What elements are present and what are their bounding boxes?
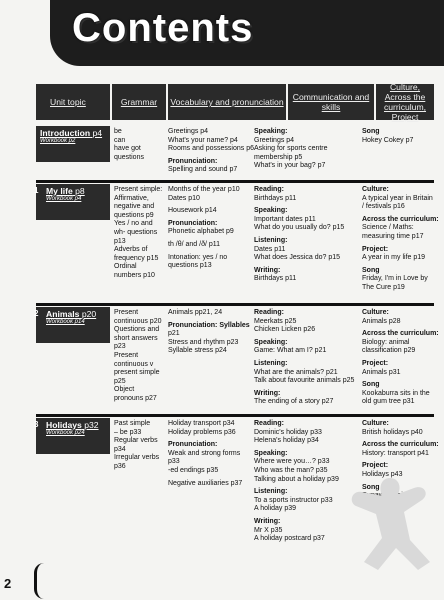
communication-cell-line: A holiday postcard p37 xyxy=(254,535,325,543)
culture-cell-heading: Project: xyxy=(362,462,389,470)
grammar-line: wh- questions xyxy=(114,228,158,236)
vocabulary-cell-line: Negative auxiliaries p37 xyxy=(168,479,243,487)
culture-cell-line: Science / Maths: xyxy=(362,224,414,232)
grammar-line: Present xyxy=(114,309,139,316)
vocabulary-cell-line: Holiday problems p36 xyxy=(168,428,236,436)
grammar-line: p23 xyxy=(114,343,126,351)
vocabulary-cell-heading: Pronunciation: xyxy=(168,157,218,165)
communication-cell xyxy=(254,128,340,175)
unit-number: 3 xyxy=(34,420,39,429)
grammar-line: Present xyxy=(114,351,139,359)
communication-cell-block xyxy=(254,237,340,263)
communication-cell-line: What does Jessica do? p15 xyxy=(254,254,340,262)
communication-cell xyxy=(254,186,345,288)
culture-cell-line: A year in my life p19 xyxy=(362,254,426,262)
unit-page: p20 xyxy=(81,309,97,319)
unit-name-text: Introduction xyxy=(40,128,91,138)
communication-cell-line: Dates p11 xyxy=(254,245,286,253)
communication-cell-line: Talk about favourite animals p25 xyxy=(254,377,355,385)
communication-cell-block xyxy=(254,488,340,514)
unit-title xyxy=(46,420,106,430)
vocabulary-cell-heading: Pronunciation: xyxy=(168,441,218,449)
communication-cell-block xyxy=(254,267,340,284)
communication-cell-heading: Writing: xyxy=(254,389,281,397)
grammar-line: Past simple xyxy=(114,420,151,427)
culture-cell-heading: Project: xyxy=(362,359,389,367)
communication-cell-line: The ending of a story p27 xyxy=(254,398,334,406)
culture-cell-block xyxy=(362,330,442,356)
unit-label xyxy=(36,307,110,343)
communication-cell-block xyxy=(254,128,340,171)
culture-cell-line: Hokey Cokey p7 xyxy=(362,136,414,144)
unit-workbook: Workbook p24 xyxy=(46,430,85,436)
header-culture: Culture, Across the curriculum, Project xyxy=(376,84,434,120)
communication-cell-heading: Reading: xyxy=(254,309,284,316)
culture-cell xyxy=(362,309,442,411)
unit-name-text: Holidays xyxy=(46,420,82,430)
communication-cell-heading: Listening: xyxy=(254,236,288,244)
communication-cell-line: Mr X p35 xyxy=(254,526,283,534)
communication-cell-block xyxy=(254,420,340,446)
grammar-line: short answers xyxy=(114,334,158,342)
vocabulary-cell-line: Syllable stress p24 xyxy=(168,347,227,355)
grammar-line: p25 xyxy=(114,377,126,385)
grammar-line: have got xyxy=(114,145,141,153)
grammar-line: questions xyxy=(114,153,144,161)
grammar-line: continuous v xyxy=(114,360,154,368)
communication-cell-line: What do you usually do? p15 xyxy=(254,224,345,232)
table-header xyxy=(36,84,434,120)
culture-cell-line: classification p29 xyxy=(362,347,416,355)
unit-label xyxy=(36,126,110,162)
unit-page: p8 xyxy=(75,186,85,196)
page-bracket xyxy=(34,563,45,599)
communication-cell-line: Who was the man? p35 xyxy=(254,466,328,474)
vocabulary-cell-line: p33 xyxy=(168,458,180,466)
communication-cell-line: Birthdays p11 xyxy=(254,275,297,283)
culture-cell-block xyxy=(362,441,442,458)
unit-name-text: Animals xyxy=(46,309,80,319)
communication-cell-line: Important dates p11 xyxy=(254,215,316,223)
grammar-cell xyxy=(114,420,166,472)
unit-workbook: Workbook p4 xyxy=(46,196,82,202)
communication-cell-line: Asking for sports centre xyxy=(254,145,328,153)
culture-cell-block xyxy=(362,360,442,377)
vocabulary-cell-line: Weak and strong forms xyxy=(168,449,241,457)
vocabulary-cell-line: Intonation: yes / no xyxy=(168,253,228,261)
culture-cell-line: Animals p31 xyxy=(362,368,401,376)
grammar-line: frequency p15 xyxy=(114,254,159,262)
culture-cell-line: The Cure p19 xyxy=(362,283,405,291)
communication-cell-line: Game: What am I? p21 xyxy=(254,347,327,355)
communication-cell-block xyxy=(254,390,340,407)
communication-cell-line: Meerkats p25 xyxy=(254,317,297,325)
unit-number: 1 xyxy=(34,186,39,195)
culture-cell-line: Biology: animal xyxy=(362,338,410,346)
culture-cell-block xyxy=(362,186,442,212)
vocabulary-cell-line: Phonetic alphabet p9 xyxy=(168,228,234,236)
communication-cell-line: membership p5 xyxy=(254,153,303,161)
communication-cell-line: What are the animals? p21 xyxy=(254,368,338,376)
grammar-line: present simple xyxy=(114,369,160,377)
culture-cell-heading: Song xyxy=(362,128,380,135)
culture-cell-line: Animals p28 xyxy=(362,317,401,325)
communication-cell-heading: Writing: xyxy=(254,266,281,274)
communication-cell-block xyxy=(254,450,340,484)
grammar-cell xyxy=(114,128,166,162)
unit-workbook: Workbook p2 xyxy=(40,138,76,144)
grammar-line: can xyxy=(114,136,126,144)
culture-cell-heading: Project: xyxy=(362,245,389,253)
culture-cell-block xyxy=(362,420,442,437)
unit-label xyxy=(36,184,110,220)
vocabulary-cell-line: What's your name? p4 xyxy=(168,136,238,144)
vocabulary-cell-line: th /θ/ and /ð/ p11 xyxy=(168,240,221,248)
communication-cell xyxy=(254,420,340,548)
vocabulary-cell-line: -ed endings p35 xyxy=(168,466,219,474)
vocabulary-cell-line: Rooms and possessions p6 xyxy=(168,145,254,153)
grammar-line: Irregular verbs xyxy=(114,454,160,462)
grammar-line: p34 xyxy=(114,445,126,453)
grammar-cell xyxy=(114,186,166,281)
culture-cell-block xyxy=(362,381,442,407)
grammar-line: Adverbs of xyxy=(114,246,148,254)
culture-cell-heading: Song xyxy=(362,266,380,274)
vocabulary-cell-line: Housework p14 xyxy=(168,207,217,215)
communication-cell-block xyxy=(254,518,340,544)
unit-title xyxy=(46,309,106,319)
grammar-line: Ordinal xyxy=(114,263,137,271)
grammar-line: pronouns p27 xyxy=(114,394,157,402)
grammar-line: p13 xyxy=(114,237,126,245)
header-grammar: Grammar xyxy=(112,84,166,120)
culture-cell-line: History: transport p41 xyxy=(362,449,429,457)
culture-cell xyxy=(362,128,442,149)
row-divider xyxy=(36,414,434,417)
unit-name-text: My life xyxy=(46,186,73,196)
row-divider xyxy=(36,303,434,306)
vocabulary-cell-line: Greetings p4 xyxy=(168,128,209,135)
communication-cell-block xyxy=(254,309,340,335)
culture-cell-line: Kookaburra sits in the xyxy=(362,389,430,397)
culture-cell-line: British holidays p40 xyxy=(362,428,423,436)
culture-cell-line: A typical year in Britain xyxy=(362,194,433,202)
communication-cell-line: What's in your bag? p7 xyxy=(254,162,326,170)
page-title: Contents xyxy=(72,6,254,50)
culture-cell-heading: Across the curriculum: xyxy=(362,215,439,223)
communication-cell-heading: Speaking: xyxy=(254,338,288,346)
communication-cell-line: Where were you…? p33 xyxy=(254,458,330,466)
culture-cell-heading: Song xyxy=(362,381,380,389)
unit-title xyxy=(46,186,106,196)
figure-watermark xyxy=(340,470,440,580)
communication-cell-heading: Reading: xyxy=(254,420,284,427)
vocabulary-cell-heading: Pronunciation: xyxy=(168,219,218,227)
culture-cell-heading: Culture: xyxy=(362,309,389,316)
grammar-line: Questions and xyxy=(114,326,160,334)
grammar-line: numbers p10 xyxy=(114,271,155,279)
unit-label xyxy=(36,418,110,454)
culture-cell-block xyxy=(362,267,442,293)
header-unit-topic: Unit topic xyxy=(36,84,110,120)
unit-number: 2 xyxy=(34,309,39,318)
culture-cell-line: measuring time p17 xyxy=(362,232,424,240)
grammar-line: be xyxy=(114,128,122,135)
communication-cell-line: To a sports instructor p33 xyxy=(254,496,333,504)
vocabulary-cell-line: Months of the year p10 xyxy=(168,186,240,193)
communication-cell-heading: Listening: xyxy=(254,359,288,367)
communication-cell-block xyxy=(254,207,345,233)
unit-page: p32 xyxy=(84,420,99,430)
grammar-line: questions p9 xyxy=(114,211,154,219)
vocabulary-cell-heading: Pronunciation: Syllables xyxy=(168,321,250,329)
grammar-line: Present simple: xyxy=(114,186,163,193)
vocabulary-cell-line: p21 xyxy=(168,330,180,338)
communication-cell xyxy=(254,309,355,411)
communication-cell-heading: Speaking: xyxy=(254,207,288,215)
row-divider xyxy=(36,180,434,183)
communication-cell-line: Birthdays p11 xyxy=(254,194,297,202)
culture-cell-line: / festivals p16 xyxy=(362,203,405,211)
culture-cell-heading: Song xyxy=(362,483,380,491)
page-number: 2 xyxy=(4,576,12,591)
grammar-line: continuous p20 xyxy=(114,317,162,325)
vocabulary-cell-line: questions p13 xyxy=(168,262,212,270)
grammar-line: p36 xyxy=(114,462,126,470)
vocabulary-cell-line: Holiday transport p34 xyxy=(168,420,235,427)
communication-cell-line: Greetings p4 xyxy=(254,136,295,144)
culture-cell xyxy=(362,186,442,297)
grammar-line: Object xyxy=(114,386,135,394)
communication-cell-block xyxy=(254,359,355,386)
unit-page: p4 xyxy=(92,128,103,138)
communication-cell-block xyxy=(254,339,340,356)
communication-cell-heading: Speaking: xyxy=(254,449,288,457)
grammar-cell xyxy=(114,309,166,404)
culture-cell-heading: Across the curriculum: xyxy=(362,441,439,449)
communication-cell-line: Dominic's holiday p33 xyxy=(254,428,322,436)
communication-cell-heading: Writing: xyxy=(254,517,281,525)
culture-cell-heading: Culture: xyxy=(362,420,389,427)
vocabulary-cell-line: Stress and rhythm p23 xyxy=(168,338,239,346)
communication-cell-line: Helena's holiday p34 xyxy=(254,437,319,445)
communication-cell-heading: Reading: xyxy=(254,186,284,193)
grammar-line: Yes / no and xyxy=(114,220,153,228)
culture-cell-block xyxy=(362,128,442,145)
vocabulary-cell-line: Spelling and sound p7 xyxy=(168,166,238,174)
vocabulary-cell-line: Animals pp21, 24 xyxy=(168,309,223,316)
culture-cell-block xyxy=(362,216,442,242)
header-vocabulary: Vocabulary and pronunciation xyxy=(168,84,286,120)
culture-cell-line: old gum tree p31 xyxy=(362,398,415,406)
communication-cell-line: Talking about a holiday p39 xyxy=(254,475,339,483)
grammar-line: Affirmative, xyxy=(114,194,149,202)
culture-cell-block xyxy=(362,246,442,263)
communication-cell-line: A holiday p39 xyxy=(254,505,297,513)
header-communication: Communication and skills xyxy=(288,84,374,120)
culture-cell-heading: Culture: xyxy=(362,186,389,193)
unit-workbook: Workbook p14 xyxy=(46,319,85,325)
culture-cell-line: Friday, I'm in Love by xyxy=(362,275,428,283)
unit-title xyxy=(40,128,106,138)
communication-cell-heading: Speaking: xyxy=(254,128,288,135)
culture-cell-heading: Across the curriculum: xyxy=(362,330,439,338)
culture-cell-block xyxy=(362,309,442,326)
communication-cell-block xyxy=(254,186,340,203)
communication-cell-line: Chicken Licken p26 xyxy=(254,326,316,334)
communication-cell-heading: Listening: xyxy=(254,488,288,496)
grammar-line: Regular verbs xyxy=(114,437,158,445)
culture-cell-line: Holidays p43 xyxy=(362,470,403,478)
grammar-line: – be p33 xyxy=(114,428,142,436)
vocabulary-cell-line: Dates p10 xyxy=(168,194,200,202)
grammar-line: negative and xyxy=(114,203,155,211)
